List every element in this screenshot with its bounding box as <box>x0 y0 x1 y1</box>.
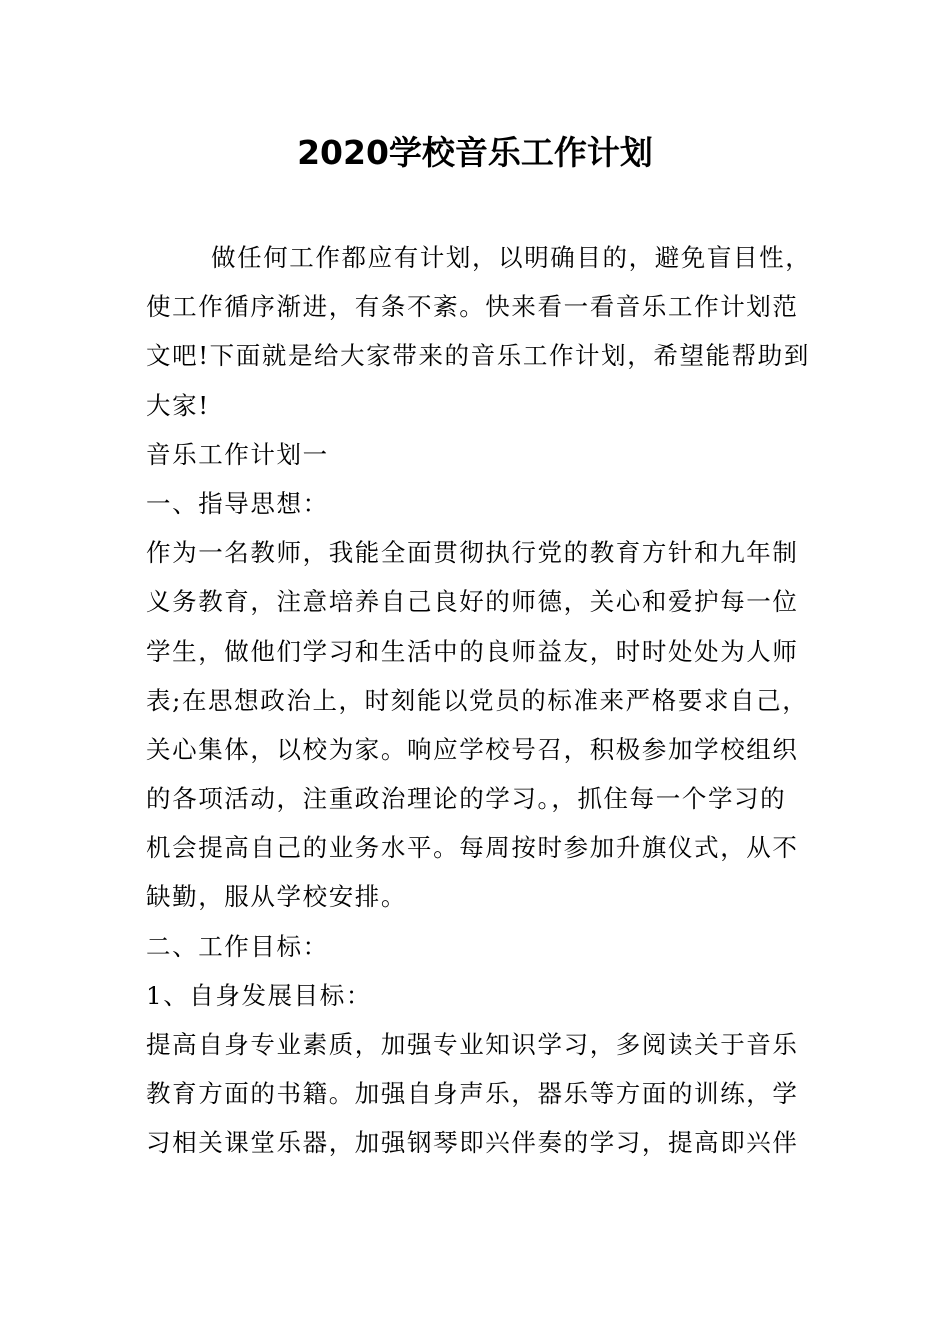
paragraph-line: 的各项活动，注重政治理论的学习。，抓住每一个学习的 <box>146 784 787 814</box>
paragraph-line: 大家! <box>146 390 210 420</box>
document-body <box>146 233 812 1168</box>
paragraph-line: 习相关课堂乐器，加强钢琴即兴伴奏的学习，提高即兴伴 <box>146 1128 799 1158</box>
paragraph-line: 义务教育，注意培养自己良好的师德，关心和爱护每一位 <box>146 587 799 617</box>
section-heading: 音乐工作计划一 <box>146 439 329 469</box>
paragraph-line: 学生，做他们学习和生活中的良师益友，时时处处为人师 <box>146 636 799 666</box>
paragraph-line: 使工作循序渐进，有条不紊。快来看一看音乐工作计划范 <box>146 292 799 322</box>
paragraph-line: 关心集体，以校为家。响应学校号召，积极参加学校组织 <box>146 734 799 764</box>
paragraph-line: 做任何工作都应有计划，以明确目的，避免盲目性， <box>211 243 812 272</box>
paragraph-line: 机会提高自己的业务水平。每周按时参加升旗仪式，从不 <box>146 833 799 863</box>
section-heading: 一、指导思想： <box>146 488 329 518</box>
section-heading: 二、工作目标： <box>146 931 329 961</box>
paragraph-line: 表;在思想政治上，时刻能以党员的标准来严格要求自己， <box>146 685 809 715</box>
paragraph-line: 提高自身专业素质，加强专业知识学习，多阅读关于音乐 <box>146 1030 799 1059</box>
paragraph-line: 作为一名教师，我能全面贯彻执行党的教育方针和九年制 <box>146 538 799 568</box>
paragraph-line: 教育方面的书籍。加强自身声乐，器乐等方面的训练，学 <box>146 1079 799 1109</box>
paragraph-line: 缺勤，服从学校安排。 <box>146 882 407 912</box>
paragraph-line: 文吧!下面就是给大家带来的音乐工作计划，希望能帮助到 <box>146 341 810 371</box>
subsection-heading: 1、自身发展目标： <box>146 980 372 1010</box>
document-title: 2020学校音乐工作计划 <box>297 133 653 172</box>
